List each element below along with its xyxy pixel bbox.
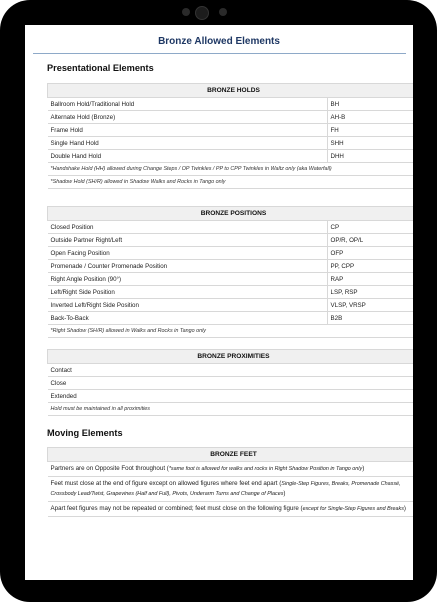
table-row <box>48 390 414 403</box>
position-name: Open Facing Position <box>48 247 328 260</box>
hold-name: Single Hand Hold <box>48 137 328 150</box>
table-row <box>48 111 414 124</box>
table-row <box>48 124 414 137</box>
position-name: Outside Partner Right/Left <box>48 234 328 247</box>
table-header-row <box>48 448 414 462</box>
holds-note-1: *Handshake Hold (HH) allowed during Change Steps / OP Twinkles / PP to CPP Twinkles in Waltz only (aka Waterfall) <box>48 163 414 176</box>
hold-code: AH-B <box>327 111 413 124</box>
proximity-name: Extended <box>48 390 414 403</box>
feet-rule-text: Partners are on Opposite Foot throughout ( <box>50 465 169 472</box>
position-code: OP/R, OP/L <box>327 234 413 247</box>
table-row <box>48 137 414 150</box>
table-row <box>48 150 414 163</box>
feet-rule-tail: ) <box>403 505 406 512</box>
hold-code: DHH <box>327 150 413 163</box>
table-row <box>48 312 414 325</box>
position-code: LSP, RSP <box>327 286 413 299</box>
moving-heading: Moving Elements <box>47 428 123 438</box>
note-row <box>48 403 414 416</box>
table-row <box>48 286 414 299</box>
hold-name: Double Hand Hold <box>48 150 328 163</box>
table-row <box>48 299 414 312</box>
sensor-dot-right <box>219 8 227 16</box>
positions-header: BRONZE POSITIONS <box>48 207 414 221</box>
camera-icon <box>195 6 209 20</box>
feet-table <box>47 447 413 517</box>
hold-name: Alternate Hold (Bronze) <box>48 111 328 124</box>
table-row <box>48 273 414 286</box>
hold-code: BH <box>327 98 413 111</box>
table-header-row <box>48 207 414 221</box>
position-name: Promenade / Counter Promenade Position <box>48 260 328 273</box>
position-code: RAP <box>327 273 413 286</box>
note-row <box>48 163 414 176</box>
feet-rule-detail: except for Single-Step Figures and Breaks <box>302 506 404 512</box>
title-divider <box>33 53 406 54</box>
proximities-table <box>47 349 413 416</box>
document-page <box>25 25 413 580</box>
table-row <box>48 502 414 517</box>
position-name: Closed Position <box>48 221 328 234</box>
table-row <box>48 377 414 390</box>
position-name: Left/Right Side Position <box>48 286 328 299</box>
note-row <box>48 325 414 338</box>
feet-rule-2 <box>48 477 414 502</box>
hold-code: SHH <box>327 137 413 150</box>
table-row <box>48 221 414 234</box>
hold-code: FH <box>327 124 413 137</box>
proximities-note: Hold must be maintained in all proximities <box>48 403 414 416</box>
note-row <box>48 176 414 189</box>
table-row <box>48 98 414 111</box>
position-code: VLSP, VRSP <box>327 299 413 312</box>
feet-rule-3 <box>48 502 414 517</box>
presentational-heading: Presentational Elements <box>47 63 154 73</box>
hold-name: Ballroom Hold/Traditional Hold <box>48 98 328 111</box>
position-code: CP <box>327 221 413 234</box>
holds-table <box>47 83 413 189</box>
table-row <box>48 462 414 477</box>
position-name: Inverted Left/Right Side Position <box>48 299 328 312</box>
feet-rule-detail: *same foot is allowed for walks and rocks in Right Shadow Position in Tango only <box>168 466 363 472</box>
positions-note: *Right Shadow (SH/R) allowed in Walks and Rocks in Tango only <box>48 325 414 338</box>
hold-name: Frame Hold <box>48 124 328 137</box>
feet-rule-text: Feet must close at the end of figure except on allowed figures where feet end apart ( <box>50 480 282 487</box>
position-name: Right Angle Position (90°) <box>48 273 328 286</box>
position-code: PP, CPP <box>327 260 413 273</box>
table-row <box>48 477 414 502</box>
table-header-row <box>48 84 414 98</box>
proximity-name: Close <box>48 377 414 390</box>
table-row <box>48 364 414 377</box>
table-header-row <box>48 350 414 364</box>
positions-table <box>47 206 413 338</box>
feet-rule-detail: Single-Step Figures, Breaks, Promenade Chassé, Crossbody Lead/Twist, Grapevines (Half and Full), Pivots, Underarm Turns and Change of Places <box>50 481 401 497</box>
feet-rule-tail: ) <box>362 465 365 472</box>
feet-rule-tail: ) <box>283 490 286 497</box>
holds-header: BRONZE HOLDS <box>48 84 414 98</box>
table-row <box>48 260 414 273</box>
position-code: B2B <box>327 312 413 325</box>
position-name: Back-To-Back <box>48 312 328 325</box>
feet-header: BRONZE FEET <box>48 448 414 462</box>
table-row <box>48 234 414 247</box>
table-row <box>48 247 414 260</box>
proximities-header: BRONZE PROXIMITIES <box>48 350 414 364</box>
holds-note-2: *Shadow Hold (SH/R) allowed in Shadow Walks and Rocks in Tango only <box>48 176 414 189</box>
feet-rule-text: Apart feet figures may not be repeated or combined; feet must close on the following figure ( <box>50 505 303 512</box>
position-code: OFP <box>327 247 413 260</box>
page-title: Bronze Allowed Elements <box>158 36 280 47</box>
feet-rule-1 <box>48 462 414 477</box>
proximity-name: Contact <box>48 364 414 377</box>
sensor-dot-left <box>182 8 190 16</box>
